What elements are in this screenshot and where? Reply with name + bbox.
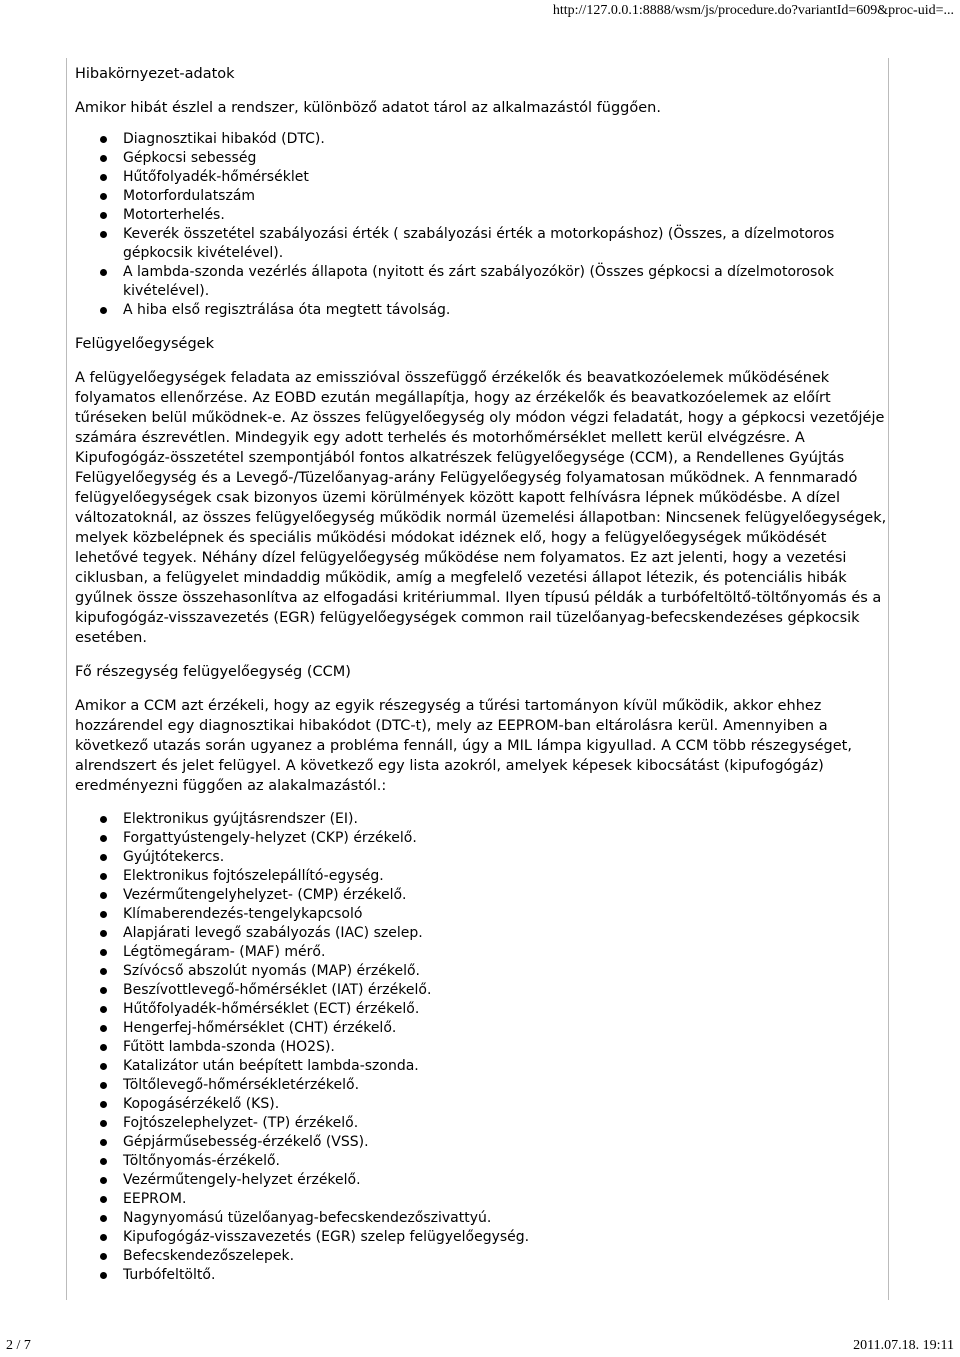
list-item: Motorfordulatszám	[123, 187, 888, 206]
list-item: Kopogásérzékelő (KS).	[123, 1095, 888, 1114]
list-item: Elektronikus gyújtásrendszer (EI).	[123, 810, 888, 829]
list-item: Fűtött lambda-szonda (HO2S).	[123, 1038, 888, 1057]
section-title-fault-environment: Hibakörnyezet-adatok	[75, 66, 235, 82]
list-item: Nagynyomású tüzelőanyag-befecskendezőszivattyú.	[123, 1209, 888, 1228]
list-item: EEPROM.	[123, 1190, 888, 1209]
print-url: http://127.0.0.1:8888/wsm/js/procedure.do?variantId=609&proc-uid=...	[552, 3, 954, 18]
list-item: Vezérműtengelyhelyzet- (CMP) érzékelő.	[123, 886, 888, 905]
list-item: Gépjárműsebesség-érzékelő (VSS).	[123, 1133, 888, 1152]
list-item: Beszívottlevegő-hőmérséklet (IAT) érzékelő.	[123, 981, 888, 1000]
list-item: Katalizátor után beépített lambda-szonda.	[123, 1057, 888, 1076]
list-item: Gyújtótekercs.	[123, 848, 888, 867]
list-item: Hűtőfolyadék-hőmérséklet	[123, 168, 888, 187]
list-item: Töltőnyomás-érzékelő.	[123, 1152, 888, 1171]
list-item: Alapjárati levegő szabályozás (IAC) szelep.	[123, 924, 888, 943]
section-title-ccm: Fő részegység felügyelőegység (CCM)	[75, 664, 351, 680]
list-item: Légtömegáram- (MAF) mérő.	[123, 943, 888, 962]
list-item: Hűtőfolyadék-hőmérséklet (ECT) érzékelő.	[123, 1000, 888, 1019]
list-item: Keverék összetétel szabályozási érték ( szabályozási érték a motorkopáshoz) (Összes, a dízelmotoros gépkocsik kivételével).	[123, 225, 888, 263]
ccm-body: Amikor a CCM azt érzékeli, hogy az egyik részegység a tűrési tartományon kívül működik, akkor ehhez hozzárendel egy diagnosztikai hibakódot (DTC-t), mely az EEPROM-ban eltárolásra kerül. Amennyiben a következő utazás során ugyanez a probléma fennáll, úgy a MIL lámpa kigyullad. A CCM több részegységet, alrendszert és jelet felügyel. A következő egy lista azokról, amelyek képesek kibocsátást (kipufogógáz) eredményezni függően az alakalmazástól.:	[75, 698, 852, 794]
list-item: Befecskendezőszelepek.	[123, 1247, 888, 1266]
procedure-content	[66, 58, 888, 1300]
fault-environment-intro: Amikor hibát észlel a rendszer, különböző adatot tárol az alkalmazástól függően.	[75, 100, 661, 116]
monitors-body: A felügyelőegységek feladata az emisszióval összefüggő érzékelők és beavatkozóelemek működésének folyamatos ellenőrzése. Az EOBD ezután megállapítja, hogy az érzékelők és beavatkozóelemek az előírt tűréseken belül működnek-e. Az összes felügyelőegység oly módon végzi feladatát, hogy a gépkocsi vezetőjéje számára észrevétlen. Mindegyik egy adott terhelés és motorhőmérséklet mellett kerül elvégzésre. A Kipufogógáz-összetétel szempontjából fontos alkatrészek felügyelőegysége (CCM), a Rendellenes Gyújtás Felügyelőegység és a Levegő-/Tüzelőanyag-arány Felügyelőegység folyamatosan működnek. A fennmaradó felügyelőegységek csak bizonyos üzemi körülmények között kapott felhívásra lépnek működésbe. A dízel változatoknál, az összes felügyelőegység működik normál üzemelési állapotban: Nincsenek felügyelőegységek, melyek közbelépnek és speciális működési módokat idéznek elő, hogy a felügyelőegységek működését lehetővé tegyek. Néhány dízel felügyelőegység működése nem folyamatos. Ez azt jelenti, hogy a vezetési ciklusban, a felügyelet mindaddig működik, amíg a megfelelő vezetési állapot létezik, és potenciális hibák gyűlnek össze összehasonlítva az elfogadási kritériummal. Ilyen típusú példák a turbófeltöltő-töltőnyomás és a kipufogógáz-visszavezetés (EGR) felügyelőegységek common rail tüzelőanyag-befecskendezéses gépkocsik esetében.	[75, 370, 887, 646]
list-item: Töltőlevegő-hőmérsékletérzékelő.	[123, 1076, 888, 1095]
list-item: Kipufogógáz-visszavezetés (EGR) szelep felügyelőegység.	[123, 1228, 888, 1247]
section-title-monitors: Felügyelőegységek	[75, 336, 214, 352]
right-border	[888, 58, 889, 1300]
list-item: Vezérműtengely-helyzet érzékelő.	[123, 1171, 888, 1190]
ccm-component-list	[75, 810, 888, 1285]
fault-data-list	[75, 130, 888, 320]
list-item: Gépkocsi sebesség	[123, 149, 888, 168]
print-datetime: 2011.07.18. 19:11	[853, 1338, 954, 1353]
list-item: A hiba első regisztrálása óta megtett távolság.	[123, 301, 888, 320]
list-item: Turbófeltöltő.	[123, 1266, 888, 1285]
list-item: Klímaberendezés-tengelykapcsoló	[123, 905, 888, 924]
list-item: A lambda-szonda vezérlés állapota (nyitott és zárt szabályozókör) (Összes gépkocsi a dízelmotorosok kivételével).	[123, 263, 888, 301]
list-item: Motorterhelés.	[123, 206, 888, 225]
list-item: Fojtószelephelyzet- (TP) érzékelő.	[123, 1114, 888, 1133]
list-item: Diagnosztikai hibakód (DTC).	[123, 130, 888, 149]
list-item: Hengerfej-hőmérséklet (CHT) érzékelő.	[123, 1019, 888, 1038]
page-number: 2 / 7	[6, 1338, 31, 1353]
list-item: Elektronikus fojtószelepállító-egység.	[123, 867, 888, 886]
list-item: Forgattyústengely-helyzet (CKP) érzékelő.	[123, 829, 888, 848]
list-item: Szívócső abszolút nyomás (MAP) érzékelő.	[123, 962, 888, 981]
